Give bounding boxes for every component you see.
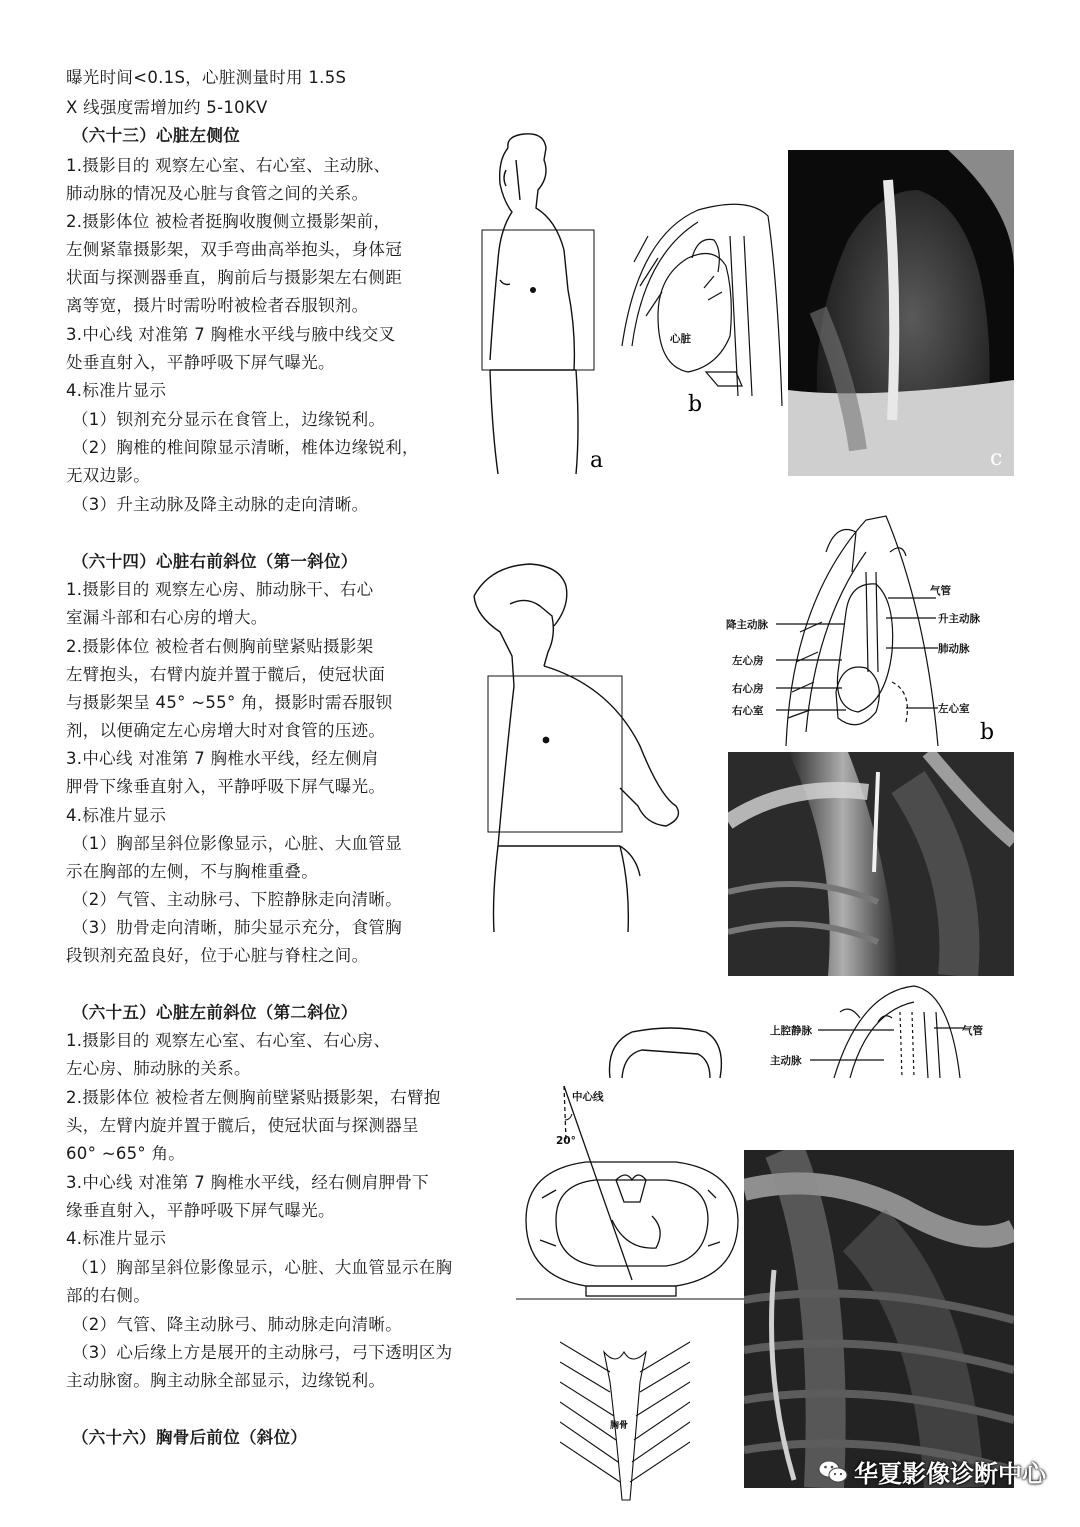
label-angle: 20°	[556, 1135, 576, 1147]
s63-line: 2.摄影体位 被检者挺胸收腹侧立摄影架前，	[66, 212, 391, 231]
lao-axial-cross-section	[516, 1080, 744, 1302]
s65-line: 左心房、肺动脉的关系。	[66, 1059, 251, 1078]
figure-label-c: c	[990, 446, 1003, 471]
s64-line: 剂，以便确定左心房增大时对食管的压迹。	[66, 721, 386, 740]
lateral-heart-diagram	[618, 196, 784, 418]
lateral-chest-xray	[788, 150, 1014, 476]
xray-intensity-line: X 线强度需增加约 5-10KV	[66, 98, 268, 117]
figure-label-b: b	[980, 720, 995, 745]
s65-line: 缘垂直射入，平静呼吸下屏气曝光。	[66, 1201, 335, 1220]
label-descending-aorta: 降主动脉	[726, 619, 768, 631]
lao-heart-labeled-diagram	[764, 982, 996, 1078]
s65-line: 1.摄影目的 观察左心室、右心室、右心房、	[66, 1031, 391, 1050]
s63-line: 3.中心线 对准第 7 胸椎水平线与腋中线交叉	[66, 325, 396, 344]
s63-line: 1.摄影目的 观察左心室、右心室、主动脉、	[66, 156, 391, 175]
label-trachea: 气管	[962, 1025, 983, 1037]
s63-line: 离等宽，摄片时需吩咐被检者吞服钡剂。	[66, 296, 369, 315]
rao-position-illustration	[470, 556, 692, 936]
watermark	[818, 1454, 1046, 1489]
s65-line: 部的右侧。	[66, 1286, 150, 1305]
s64-line: 室漏斗部和右心房的增大。	[66, 608, 268, 627]
s63-line: 状面与探测器垂直，胸前后与摄影架左右侧距	[66, 268, 402, 287]
s63-line: 无双边影。	[66, 466, 150, 485]
lao-position-illustration	[602, 1024, 728, 1078]
s65-line: （1）胸部呈斜位影像显示，心脏、大血管显示在胸	[72, 1258, 453, 1277]
s65-line: 主动脉窗。胸主动脉全部显示，边缘锐利。	[66, 1371, 386, 1390]
s64-line: 胛骨下缘垂直射入，平静呼吸下屏气曝光。	[66, 777, 386, 796]
s64-line: 1.摄影目的 观察左心房、肺动脉干、右心	[66, 580, 374, 599]
s64-line: （1）胸部呈斜位影像显示，心脏、大血管显	[72, 834, 402, 853]
figure-label-b: b	[688, 392, 703, 417]
s64-line: 段钡剂充盈良好，位于心脏与脊柱之间。	[66, 946, 369, 965]
label-superior-vena-cava: 上腔静脉	[770, 1025, 812, 1037]
s63-line: 4.标准片显示	[66, 381, 167, 400]
watermark-text: 华夏影像诊断中心	[854, 1460, 1046, 1488]
label-aorta: 主动脉	[770, 1055, 802, 1067]
s65-line: 头，左臂内旋并置于髋后，使冠状面与探测器呈	[66, 1116, 419, 1135]
wechat-icon	[818, 1459, 848, 1485]
section-66-title: （六十六）胸骨后前位（斜位）	[72, 1428, 308, 1447]
exposure-time-line: 曝光时间<0.1S，心脏测量时用 1.5S	[66, 68, 347, 87]
s65-line: 4.标准片显示	[66, 1229, 167, 1248]
label-left-ventricle: 左心室	[938, 703, 970, 715]
s64-line: 2.摄影体位 被检者右侧胸前壁紧贴摄影架	[66, 637, 374, 656]
label-sternum: 胸骨	[610, 1421, 629, 1431]
label-trachea: 气管	[930, 585, 951, 597]
figure-label-a: a	[590, 448, 604, 473]
s65-line: （2）气管、降主动脉弓、肺动脉走向清晰。	[72, 1315, 402, 1334]
s64-line: （3）肋骨走向清晰，肺尖显示充分，食管胸	[72, 918, 402, 937]
s63-line: 处垂直射入，平静呼吸下屏气曝光。	[66, 353, 335, 372]
rao-chest-xray	[728, 752, 1014, 976]
s64-line: 与摄影架呈 45° ~55° 角，摄影时需吞服钡	[66, 693, 393, 712]
section-64-title: （六十四）心脏右前斜位（第一斜位）	[72, 552, 358, 571]
heart-label: 心脏	[670, 333, 691, 345]
s63-line: （2）胸椎的椎间隙显示清晰，椎体边缘锐利，	[72, 438, 419, 457]
s63-line: （1）钡剂充分显示在食管上，边缘锐利。	[72, 410, 386, 429]
sternum-illustration	[560, 1332, 690, 1504]
label-pulmonary-artery: 肺动脉	[938, 643, 970, 655]
label-left-atrium: 左心房	[732, 655, 764, 667]
s64-line: 4.标准片显示	[66, 806, 167, 825]
s63-line: 肺动脉的情况及心脏与食管之间的关系。	[66, 184, 369, 203]
section-63-title: （六十三）心脏左侧位	[72, 126, 240, 145]
lateral-position-illustration	[476, 130, 616, 478]
s65-line: 60° ~65° 角。	[66, 1144, 186, 1163]
section-65-title: （六十五）心脏左前斜位（第二斜位）	[72, 1003, 358, 1022]
label-right-atrium: 右心房	[732, 683, 764, 695]
s65-line: （3）心后缘上方是展开的主动脉弓，弓下透明区为	[72, 1343, 453, 1362]
label-central-ray: 中心线	[572, 1091, 604, 1103]
s65-line: 3.中心线 对准第 7 胸椎水平线，经右侧肩胛骨下	[66, 1173, 429, 1192]
s64-line: 3.中心线 对准第 7 胸椎水平线，经左侧肩	[66, 749, 379, 768]
s64-line: （2）气管、主动脉弓、下腔静脉走向清晰。	[72, 890, 402, 909]
s65-line: 2.摄影体位 被检者左侧胸前壁紧贴摄影架，右臂抱	[66, 1088, 441, 1107]
lao-chest-xray	[744, 1150, 1014, 1488]
s64-line: 左臂抱头，右臂内旋并置于髋后，使冠状面	[66, 665, 386, 684]
s63-line: 左侧紧靠摄影架，双手弯曲高举抱头，身体冠	[66, 240, 402, 259]
s64-line: 示在胸部的左侧，不与胸椎重叠。	[66, 862, 318, 881]
s63-line: （3）升主动脉及降主动脉的走向清晰。	[72, 495, 369, 514]
label-ascending-aorta: 升主动脉	[938, 613, 980, 625]
label-right-ventricle: 右心室	[732, 705, 764, 717]
rao-heart-labeled-diagram	[726, 512, 1018, 748]
